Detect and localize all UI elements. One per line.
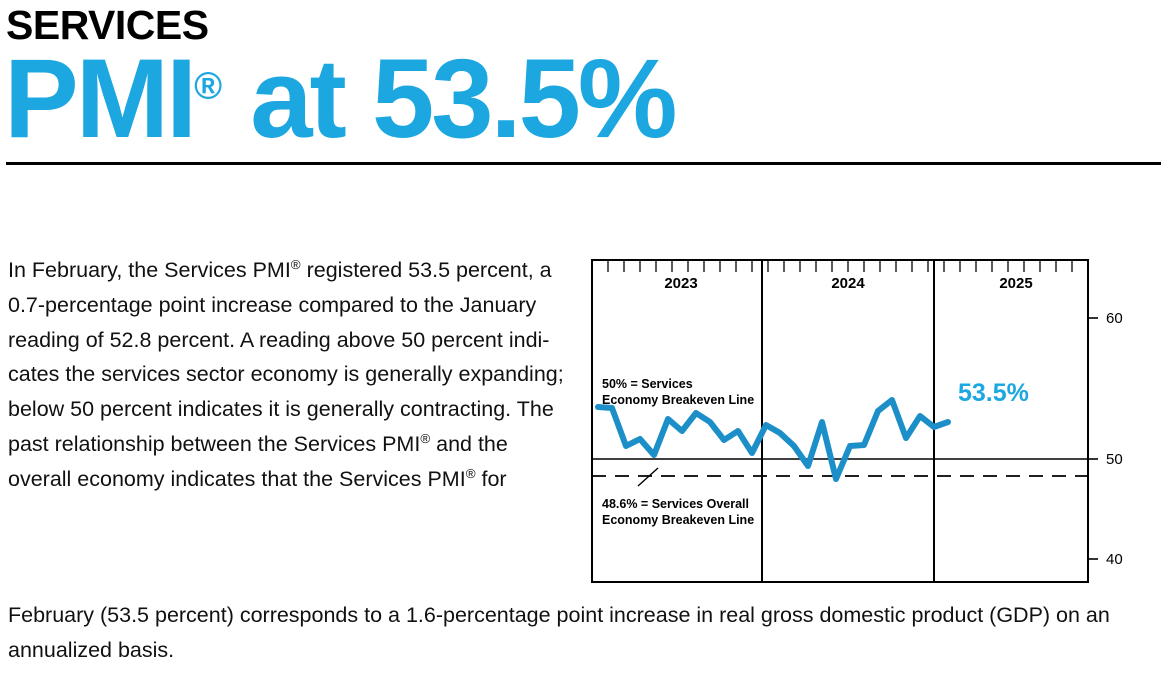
chart-svg [586,246,1154,586]
header-divider [6,162,1161,165]
header [0,2,1163,165]
kicker-title: SERVICES [6,2,209,48]
infographic-page [0,2,1163,680]
right-axis-ticks [1088,318,1098,559]
year-label-2024: 2024 [831,275,865,292]
headline-tail: at 53.5% [222,35,675,161]
body-paragraph-column: In February, the Services PMI® registered 53.5 percent, a 0.7-percentage point increase compared to the January reading of 52.8 percent. A reading above 50 percent indi-cates the services sector economy is generally expanding; below 50 percent indicates it is generally contracting. The past relationship between the Services PMI® and the overall economy indicates that the Services PMI® for [8,256,564,491]
services-pmi-chart [586,246,1154,586]
y-tick-60: 60 [1106,310,1123,327]
body-paragraph-full: February (53.5 percent) corresponds to a 1.6-percentage point increase in real gross domestic product (GDP) on an annualized basis. [8,603,1110,662]
annotation-breakeven-486-line1: 48.6% = Services Overall [602,497,749,511]
registered-mark: ® [194,65,223,108]
y-tick-40: 40 [1106,551,1123,568]
year-label-2023: 2023 [664,275,698,292]
annotation-breakeven-50-line1: 50% = Services [602,377,693,391]
annotation-breakeven-50-line2: Economy Breakeven Line [602,393,755,407]
annotation-breakeven-486-line2: Economy Breakeven Line [602,513,755,527]
page-title [4,35,1163,161]
value-callout-53-5: 53.5% [958,379,1029,407]
year-label-2025: 2025 [999,275,1033,292]
headline-main: PMI [4,35,195,161]
y-tick-50: 50 [1106,451,1123,468]
